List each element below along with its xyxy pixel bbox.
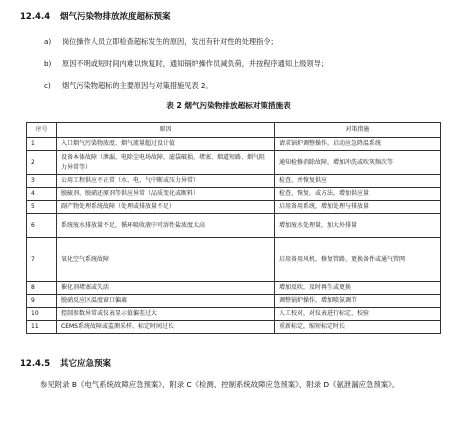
row-cause: 催化剂堵塞或失活 [57, 282, 275, 295]
section-number: 12.4.5 [20, 359, 51, 369]
row-cause: 入口烟气污染物浓度、烟气流量超过设计值 [57, 138, 275, 151]
table-row [27, 238, 441, 282]
row-no: 5 [27, 201, 57, 214]
row-cause: 氧化空气系统故障 [57, 238, 275, 282]
section-heading-12-4-5 [20, 357, 111, 369]
list-item-a [44, 37, 278, 47]
countermeasure-table [26, 122, 441, 334]
row-cause: 系统废水排放量不足，循环吸收液中可溶性盐浓度太高 [57, 214, 275, 238]
table-row [27, 214, 441, 238]
row-measure: 通知检修消除故障，增加冲洗或吹灰频次等 [275, 151, 441, 175]
row-measure: 增加废水处理量，加大外排量 [275, 214, 441, 238]
list-marker: b) [44, 59, 52, 68]
table-row [27, 282, 441, 295]
row-measure: 调整锅炉操作，增加喷氨调节 [275, 295, 441, 308]
section-heading-12-4-4 [20, 10, 171, 22]
table-row [27, 188, 441, 201]
table-caption: 表 2 烟气污染物排放超标对策措施表 [166, 101, 291, 110]
paragraph-text: 参见附录 B《电气系统故障应急预案》、附录 C《检测、控制系统故障应急预案》、附录 D《氨泄漏应急预案》。 [40, 380, 400, 389]
row-cause: 公用工程供应不正常（水、电、气中断或压力异常） [57, 175, 275, 188]
table-row [27, 151, 441, 175]
list-item-text: 烟气污染物超标的主要原因与对策措施见表 2。 [62, 81, 213, 90]
table-row [27, 201, 441, 214]
list-marker: a) [44, 37, 52, 46]
list-item-text: 原因不明或短时间内难以恢复时，通知锅炉操作员减负荷，并按程序通知上级领导； [62, 59, 328, 68]
header-cause: 原因 [57, 123, 275, 138]
row-no: 9 [27, 295, 57, 308]
section-title: 烟气污染物排放浓度超标预案 [60, 12, 171, 22]
table-row [27, 308, 441, 321]
row-cause: 副产物处理系统故障（处理或排放量不足） [57, 201, 275, 214]
row-no: 11 [27, 321, 57, 334]
row-cause: 脱硫剂、脱硝还原剂等供应异常（品质变化或断料） [57, 188, 275, 201]
row-cause: 控制参数异常或仪表显示值偏差过大 [57, 308, 275, 321]
row-measure: 重新标定，缩短标定时长 [275, 321, 441, 334]
table-row [27, 295, 441, 308]
appendix-reference-paragraph [20, 378, 440, 392]
list-item-text: 岗位操作人员立即检查超标发生的原因，发出有针对性的处理指令； [62, 37, 278, 46]
row-measure: 启用备用风机，修复管路、更换备件或通气管网 [275, 238, 441, 282]
row-measure: 启用备用系统，增加处理与排放量 [275, 201, 441, 214]
row-no: 2 [27, 151, 57, 175]
row-cause: 脱硝反应区温度窗口偏离 [57, 295, 275, 308]
row-measure: 检查、并恢复供应 [275, 175, 441, 188]
table-header-row [27, 123, 441, 138]
header-no: 序号 [27, 123, 57, 138]
list-item-c [44, 81, 213, 91]
row-measure: 增加反吹，及时再生或更换 [275, 282, 441, 295]
row-no: 3 [27, 175, 57, 188]
table-row [27, 138, 441, 151]
table-row [27, 321, 441, 334]
row-measure: 人工校对，对仪表进行标定、校验 [275, 308, 441, 321]
section-title: 其它应急预案 [60, 359, 112, 369]
list-marker: c) [44, 81, 51, 90]
section-number: 12.4.4 [20, 12, 51, 22]
row-measure: 请求锅炉调整操作，启动应急降温系统 [275, 138, 441, 151]
row-no: 4 [27, 188, 57, 201]
row-no: 6 [27, 214, 57, 238]
row-no: 8 [27, 282, 57, 295]
table-row [27, 175, 441, 188]
row-cause: 设备本体故障（泄漏、电除尘电场故障、滤袋破损、堵塞、烟道短路、烟气阻力异常等） [57, 151, 275, 175]
list-item-b [44, 59, 328, 69]
row-no: 10 [27, 308, 57, 321]
header-measure: 对策措施 [275, 123, 441, 138]
row-measure: 检查、恢复，或方法，增加供应量 [275, 188, 441, 201]
row-no: 7 [27, 238, 57, 282]
row-no: 1 [27, 138, 57, 151]
row-cause: CEMS系统故障或监测采样、标定时间过长 [57, 321, 275, 334]
